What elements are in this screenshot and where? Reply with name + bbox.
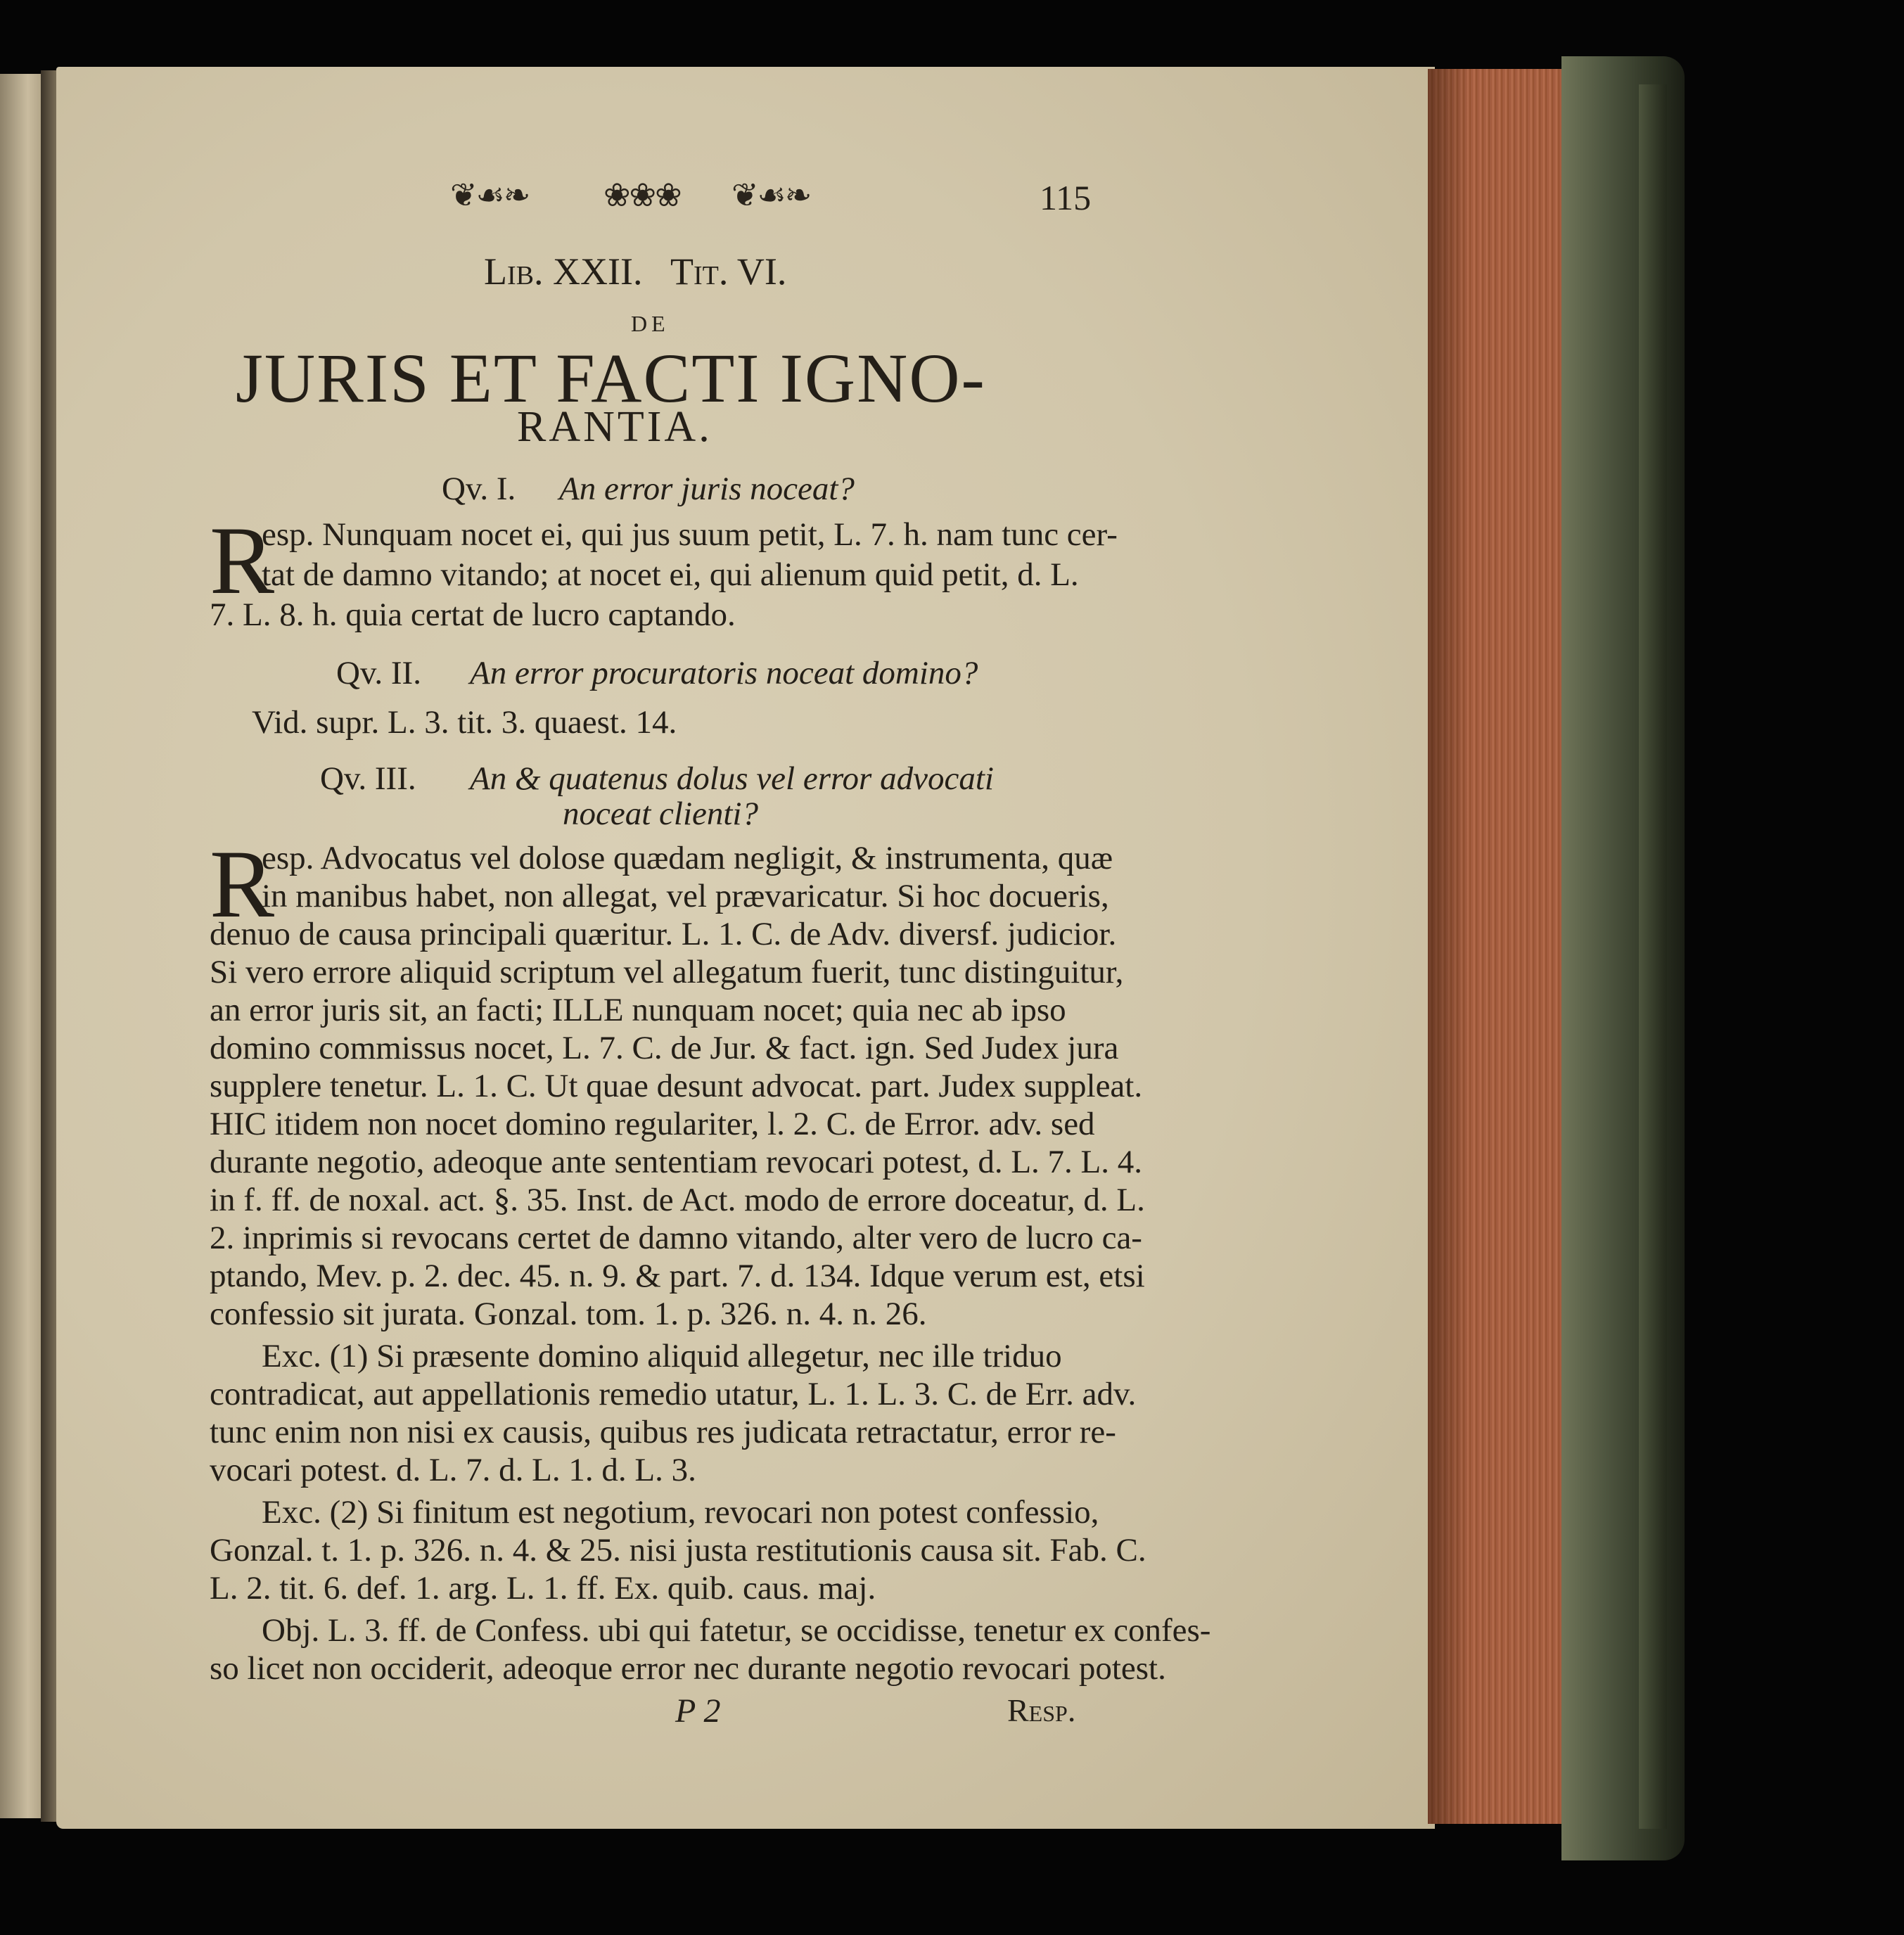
catchword: Resp. bbox=[1007, 1692, 1076, 1728]
page-number: 115 bbox=[1040, 178, 1092, 217]
q3-line-2: in manibus habet, non allegat, vel prævaricatur. Si hoc docueris, bbox=[262, 878, 1109, 914]
question-2-text: An error procuratoris noceat domino? bbox=[470, 655, 978, 691]
question-3-text-line1: An & quatenus dolus vel error advocati bbox=[470, 760, 994, 797]
q1-line-2: tat de damno vitando; at nocet ei, qui alienum quid petit, d. L. bbox=[262, 556, 1079, 593]
question-1-text: An error juris noceat? bbox=[559, 471, 855, 507]
q1-line-3: 7. L. 8. h. quia certat de lucro captando. bbox=[210, 596, 736, 633]
dropcap-1: R bbox=[210, 506, 275, 614]
signature-mark: P 2 bbox=[675, 1692, 721, 1730]
q3-line-13: confessio sit jurata. Gonzal. tom. 1. p. 326. n. 4. n. 26. bbox=[210, 1296, 927, 1332]
q3-line-16: tunc enim non nisi ex causis, quibus res judicata retractatur, error re- bbox=[210, 1414, 1116, 1450]
question-2-label: Qv. II. bbox=[336, 655, 421, 691]
ornament-center: ❀❀❀ bbox=[603, 177, 681, 213]
q3-line-1: esp. Advocatus vel dolose quædam negligit, & instrumenta, quæ bbox=[262, 840, 1113, 876]
q1-line-1: esp. Nunquam nocet ei, qui jus suum petit, L. 7. h. nam tunc cer- bbox=[262, 516, 1118, 553]
title-de: DE bbox=[631, 311, 670, 336]
q3-line-7: supplere tenetur. L. 1. C. Ut quae desunt advocat. part. Judex suppleat. bbox=[210, 1068, 1143, 1104]
question-1-label: Qv. I. bbox=[442, 471, 516, 507]
q3-line-22: so licet non occiderit, adeoque error nec durante negotio revocari potest. bbox=[210, 1650, 1166, 1687]
q3-line-12: ptando, Mev. p. 2. dec. 45. n. 9. & part. 7. d. 134. Idque verum est, etsi bbox=[210, 1258, 1145, 1294]
question-2-reference: Vid. supr. L. 3. tit. 3. quaest. 14. bbox=[252, 704, 677, 741]
q3-line-3: denuo de causa principali quæritur. L. 1. C. de Adv. diversf. judicior. bbox=[210, 916, 1117, 952]
q3-line-6: domino commissus nocet, L. 7. C. de Jur. & fact. ign. Sed Judex jura bbox=[210, 1030, 1119, 1066]
q3-line-11: 2. inprimis si revocans certet de damno vitando, alter vero de lucro ca- bbox=[210, 1220, 1142, 1256]
ornament-left: ❦☙❧ bbox=[450, 177, 530, 213]
q3-line-19: Gonzal. t. 1. p. 326. n. 4. & 25. nisi justa restitutionis causa sit. Fab. C. bbox=[210, 1532, 1146, 1569]
q3-line-9: durante negotio, adeoque ante sententiam revocari potest, d. L. 7. L. 4. bbox=[210, 1144, 1143, 1180]
q3-line-4: Si vero errore aliquid scriptum vel allegatum fuerit, tunc distinguitur, bbox=[210, 954, 1124, 990]
q3-line-18: Exc. (2) Si finitum est negotium, revocari non potest confessio, bbox=[262, 1494, 1099, 1531]
q3-line-21: Obj. L. 3. ff. de Confess. ubi qui fatetur, se occidisse, tenetur ex confes- bbox=[262, 1612, 1211, 1649]
question-3-text-line2: noceat clienti? bbox=[563, 796, 758, 832]
dropcap-3: R bbox=[210, 830, 275, 938]
chapter-title-line1: JURIS ET FACTI IGNO- bbox=[236, 339, 986, 417]
q3-line-17: vocari potest. d. L. 7. d. L. 1. d. L. 3. bbox=[210, 1452, 696, 1488]
question-3-label: Qv. III. bbox=[320, 760, 416, 797]
ornament-right: ❦☙❧ bbox=[731, 177, 811, 213]
q3-line-8: HIC itidem non nocet domino regulariter, l. 2. C. de Error. adv. sed bbox=[210, 1106, 1095, 1142]
q3-line-5: an error juris sit, an facti; ILLE nunquam nocet; quia nec ab ipso bbox=[210, 992, 1066, 1028]
page-edge-shadow bbox=[1428, 69, 1470, 1824]
q3-line-15: contradicat, aut appellationis remedio utatur, L. 1. L. 3. C. de Err. adv. bbox=[210, 1376, 1137, 1412]
q3-line-14: Exc. (1) Si præsente domino aliquid allegetur, nec ille triduo bbox=[262, 1338, 1062, 1374]
q3-line-20: L. 2. tit. 6. def. 1. arg. L. 1. ff. Ex. quib. caus. maj. bbox=[210, 1570, 876, 1607]
book-title: Lib. XXII. Tit. VI. bbox=[484, 250, 787, 293]
cover-highlight bbox=[1639, 84, 1667, 1829]
chapter-title-line2: RANTIA. bbox=[517, 403, 713, 451]
q3-line-10: in f. ff. de noxal. act. §. 35. Inst. de Act. modo de errore doceatur, d. L. bbox=[210, 1182, 1145, 1218]
